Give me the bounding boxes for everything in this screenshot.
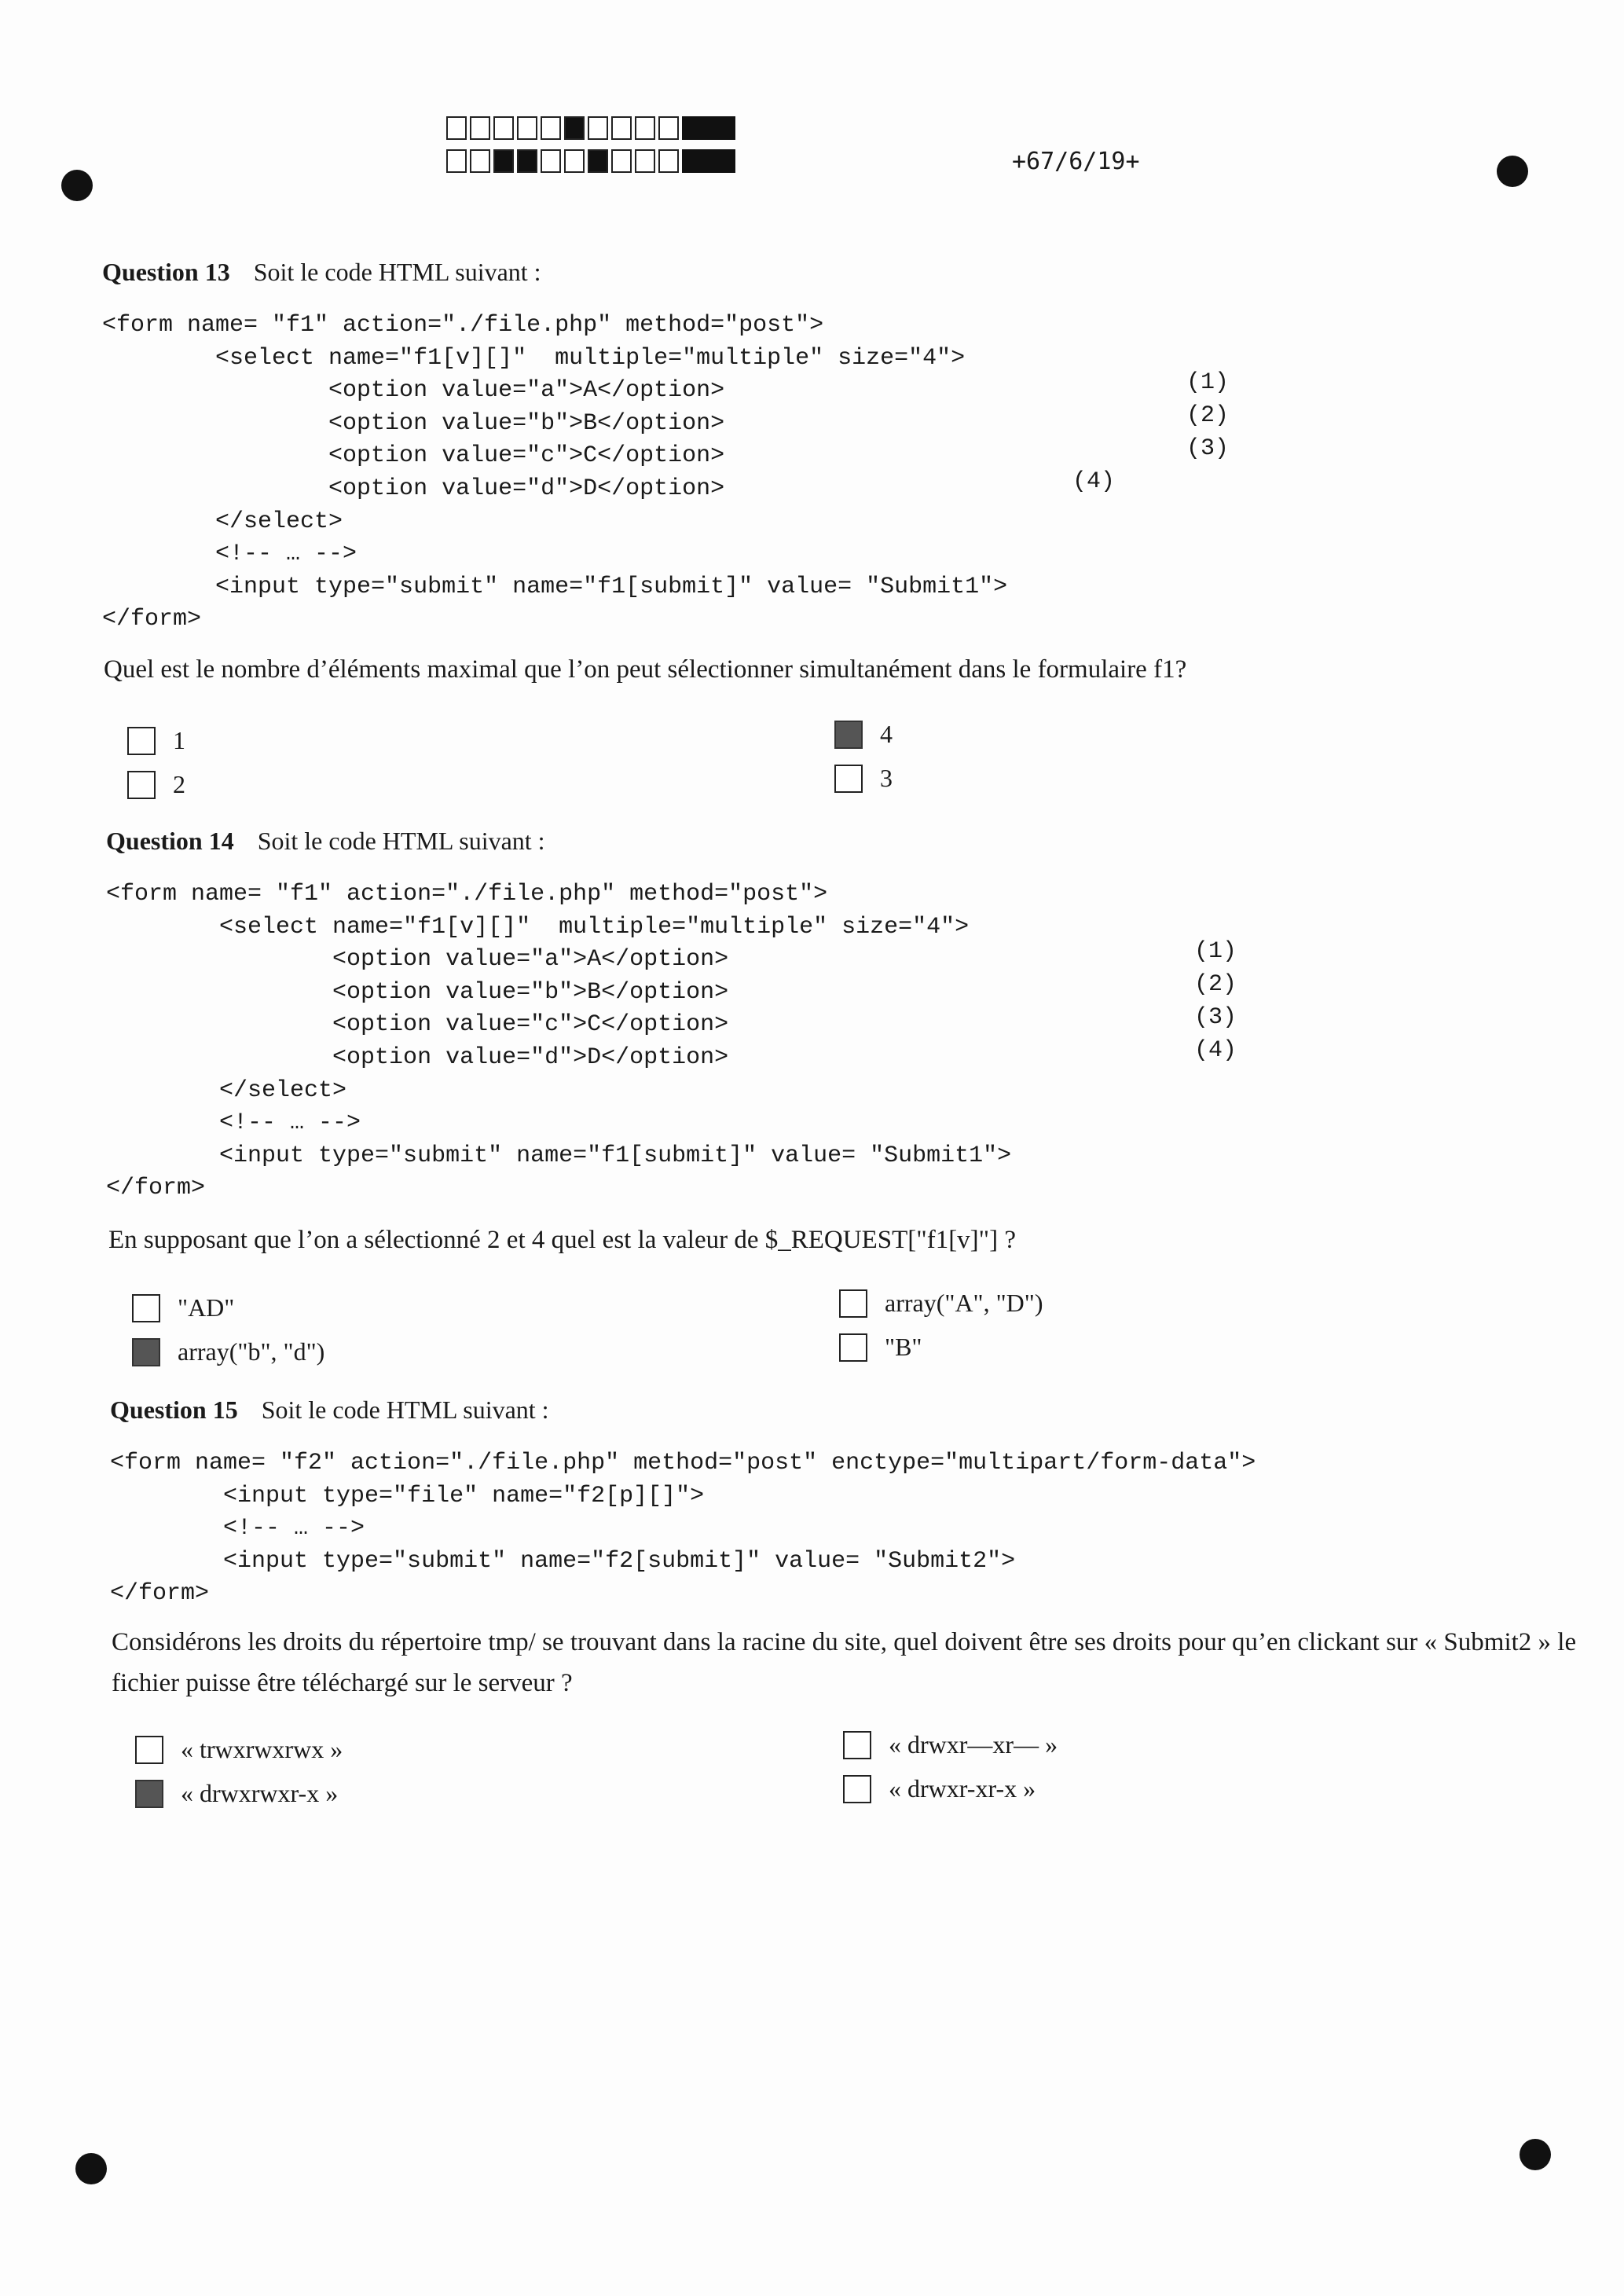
code-ref-2: (2) (1186, 402, 1230, 429)
barcode-cell (541, 116, 561, 140)
choice-label: « drwxrwxr-x » (181, 1779, 339, 1807)
barcode-cell (541, 149, 561, 173)
choice-q13-b[interactable] (127, 770, 185, 799)
choice-label: 4 (880, 720, 893, 748)
page-id: +67/6/19+ (1012, 148, 1140, 175)
choice-q14-c[interactable] (839, 1289, 1043, 1318)
barcode-cell (564, 149, 585, 173)
barcode-cell (611, 149, 632, 173)
choice-label: 1 (173, 726, 185, 754)
answer-checkbox[interactable] (843, 1731, 871, 1759)
question-15-prompt: Considérons les droits du répertoire tmp/ se trouvant dans la racine du site, quel doivent être ses droits pour qu’en clickant sur « Submit2 » le fichier puisse être téléchargé sur le serveur ? (112, 1628, 1577, 1697)
choice-q14-d[interactable] (839, 1333, 922, 1362)
barcode-cell (470, 149, 490, 173)
choice-label: "B" (885, 1333, 922, 1361)
choice-q13-d[interactable] (834, 764, 893, 793)
choice-label: 2 (173, 770, 185, 798)
question-14-prompt: En supposant que l’on a sélectionné 2 et 4 quel est la valeur de $_REQUEST["f1[v]"] ? (108, 1226, 1017, 1254)
code-ref-4: (4) (1194, 1037, 1237, 1064)
barcode-cell (517, 116, 537, 140)
choice-label: « drwxr—xr— » (889, 1730, 1058, 1759)
answer-checkbox[interactable] (135, 1780, 163, 1808)
choice-label: array("b", "d") (178, 1337, 325, 1366)
barcode-cell (446, 149, 467, 173)
question-intro: Soit le code HTML suivant : (257, 827, 545, 855)
registration-mark-bottom-right (1520, 2139, 1551, 2170)
barcode-cell (588, 149, 608, 173)
question-13-prompt: Quel est le nombre d’éléments maximal que l’on peut sélectionner simultanément dans le formulaire f1? (104, 655, 1187, 684)
answer-checkbox[interactable] (127, 771, 156, 799)
question-intro: Soit le code HTML suivant : (261, 1396, 549, 1424)
answer-checkbox[interactable] (839, 1333, 867, 1362)
barcode-bottom (446, 149, 735, 173)
code-ref-2: (2) (1194, 971, 1237, 998)
barcode-cell (446, 116, 467, 140)
answer-checkbox[interactable] (843, 1775, 871, 1803)
barcode-cell (658, 116, 679, 140)
barcode-cell (611, 116, 632, 140)
barcode-cell (635, 116, 655, 140)
question-number: Question 14 (106, 827, 234, 855)
choice-q15-d[interactable] (843, 1774, 1036, 1803)
answer-checkbox[interactable] (132, 1294, 160, 1322)
barcode-cell (493, 116, 514, 140)
choice-label: « drwxr-xr-x » (889, 1774, 1036, 1803)
code-ref-1: (1) (1194, 938, 1237, 965)
choice-q13-a[interactable] (127, 726, 185, 755)
answer-checkbox[interactable] (135, 1736, 163, 1764)
choice-q15-b[interactable] (135, 1779, 338, 1808)
barcode-top (446, 116, 735, 140)
code-ref-3: (3) (1194, 1004, 1237, 1031)
barcode-end-block (682, 116, 735, 140)
choice-label: 3 (880, 764, 893, 792)
registration-mark-bottom-left (75, 2153, 107, 2184)
question-number: Question 13 (102, 258, 230, 286)
choice-label: "AD" (178, 1293, 235, 1322)
barcode-cell (635, 149, 655, 173)
choice-q14-b[interactable] (132, 1337, 324, 1366)
barcode-cell (470, 116, 490, 140)
question-15-code: <form name= "f2" action="./file.php" method="post" enctype="multipart/form-data"> <input type="file" name="f2[p][]"> <!-- … --> <input type="submit" name="f2[submit]" value= "Submit2"> </form> (110, 1450, 1256, 1608)
answer-checkbox[interactable] (834, 765, 863, 793)
choice-q15-a[interactable] (135, 1735, 343, 1764)
choice-q13-c[interactable] (834, 720, 893, 749)
barcode-end-block (682, 149, 735, 173)
question-number: Question 15 (110, 1396, 238, 1424)
barcode-cell (517, 149, 537, 173)
question-14-code: <form name= "f1" action="./file.php" method="post"> <select name="f1[v][]" multiple="multiple" size="4"> <option value="a">A</option> <option value="b">B</option> <option value="c">C</option> <option value="d">D</option> </select> <!-- … --> <input type="submit" name="f1[submit]" value= "Submit1"> </form> (106, 881, 1012, 1202)
code-ref-4: (4) (1072, 468, 1116, 495)
choice-q15-c[interactable] (843, 1730, 1058, 1759)
question-13-code: <form name= "f1" action="./file.php" method="post"> <select name="f1[v][]" multiple="multiple" size="4"> <option value="a">A</option> <option value="b">B</option> <option value="c">C</option> <option value="d">D</option> </select> <!-- … --> <input type="submit" name="f1[submit]" value= "Submit1"> </form> (102, 312, 1008, 633)
answer-checkbox[interactable] (834, 721, 863, 749)
question-15-heading (110, 1396, 549, 1425)
choice-label: « trwxrwxrwx » (181, 1735, 343, 1763)
answer-checkbox[interactable] (839, 1289, 867, 1318)
barcode-cell (564, 116, 585, 140)
choice-label: array("A", "D") (885, 1289, 1043, 1317)
answer-checkbox[interactable] (132, 1338, 160, 1366)
question-13-heading (102, 258, 541, 287)
question-14-heading (106, 827, 545, 856)
barcode-cell (658, 149, 679, 173)
choice-q14-a[interactable] (132, 1293, 234, 1322)
code-ref-1: (1) (1186, 369, 1230, 396)
registration-mark-top-right (1497, 156, 1528, 187)
question-intro: Soit le code HTML suivant : (253, 258, 541, 286)
registration-mark-top-left (61, 170, 93, 201)
barcode-cell (493, 149, 514, 173)
code-ref-3: (3) (1186, 435, 1230, 462)
answer-checkbox[interactable] (127, 727, 156, 755)
barcode-cell (588, 116, 608, 140)
